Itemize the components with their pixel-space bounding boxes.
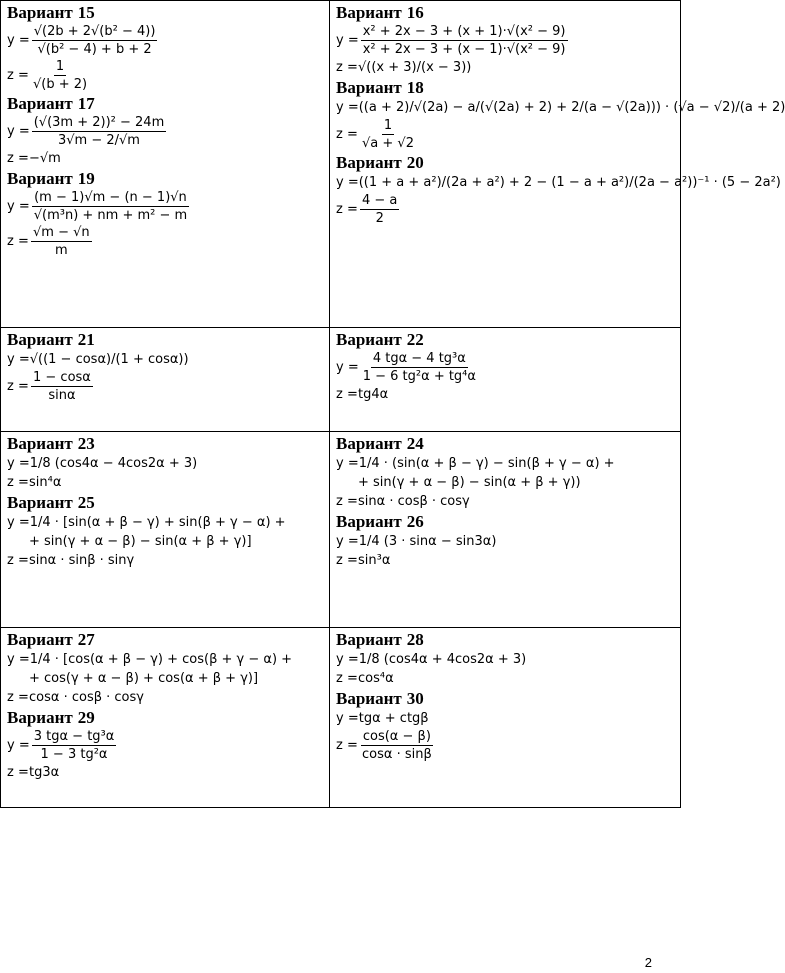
variant-number: 16 xyxy=(406,3,424,22)
variant-label: Вариант xyxy=(336,630,402,649)
denominator: √(m³n) + nm + m² − m xyxy=(33,208,188,223)
variant-label: Вариант xyxy=(7,493,73,512)
variant-number: 20 xyxy=(406,153,424,172)
formula-line xyxy=(336,710,680,727)
denominator: 1 − 3 tg²α xyxy=(40,747,108,762)
formula-line xyxy=(7,764,329,781)
variant-block xyxy=(7,3,329,92)
formula-text: 1/8 (cos4α + 4cos2α + 3) xyxy=(358,652,527,667)
formula-text: cosα · cosβ · cosγ xyxy=(29,690,144,705)
numerator: √m − √n xyxy=(33,225,90,240)
variant-label: Вариант xyxy=(7,3,73,22)
fraction xyxy=(360,193,399,226)
fraction xyxy=(360,118,416,151)
formula-lhs: z = xyxy=(7,379,29,394)
fraction xyxy=(361,24,568,57)
numerator: x² + 2x − 3 + (x + 1)·√(x² − 9) xyxy=(362,24,566,39)
denominator: √(b² − 4) + b + 2 xyxy=(37,42,152,57)
formula-line xyxy=(7,552,329,569)
table-row xyxy=(1,328,681,432)
formula-lhs: y = xyxy=(7,352,30,367)
variant-number: 26 xyxy=(406,512,424,531)
variant-number: 24 xyxy=(406,434,424,453)
variant-title xyxy=(336,689,680,708)
variant-title xyxy=(7,94,329,113)
variant-number: 21 xyxy=(77,330,95,349)
variant-label: Вариант xyxy=(336,330,402,349)
formula-line xyxy=(336,533,680,550)
variant-title xyxy=(7,330,329,349)
fraction xyxy=(31,59,89,92)
left-cell xyxy=(1,1,330,328)
formula-text: ((1 + a + a²)/(2a + a²) + 2 − (1 − a + a²)/(2a − a²))⁻¹ · (5 − 2a²) xyxy=(358,175,781,190)
variant-number: 27 xyxy=(77,630,95,649)
formula-text: ((a + 2)/√(2a) − a/(√(2a) + 2) + 2/(a − √(2a))) · (√a − √2)/(a + 2) xyxy=(358,100,785,115)
left-cell xyxy=(1,432,330,628)
numerator: 4 − a xyxy=(362,193,398,208)
formula-line xyxy=(336,386,680,403)
variant-title xyxy=(336,330,680,349)
formula-line xyxy=(7,225,329,258)
table-row xyxy=(1,628,681,808)
variant-title xyxy=(7,493,329,512)
formula-line xyxy=(7,59,329,92)
formula-line xyxy=(7,455,329,472)
variant-label: Вариант xyxy=(7,330,73,349)
formula-lhs: y = xyxy=(7,456,30,471)
formula-line xyxy=(336,99,785,116)
denominator: 2 xyxy=(375,211,384,226)
denominator: cosα · sinβ xyxy=(362,747,432,762)
formula-line xyxy=(336,24,680,57)
formula-line xyxy=(336,474,680,491)
formula-lhs: z = xyxy=(7,690,29,705)
variant-number: 28 xyxy=(406,630,424,649)
variants-table-body xyxy=(1,1,785,808)
table-row xyxy=(1,1,681,328)
variant-block xyxy=(7,330,329,403)
variant-label: Вариант xyxy=(336,3,402,22)
formula-lhs: y = xyxy=(336,100,359,115)
formula-text: + sin(γ + α − β) − sin(α + β + γ)] xyxy=(29,534,252,549)
formula-lhs: y = xyxy=(7,124,30,139)
formula-line xyxy=(7,670,329,687)
formula-lhs: y = xyxy=(7,515,30,530)
formula-text: √((1 − cosα)/(1 + cosα)) xyxy=(29,352,189,367)
formula-text: 1/4 (3 · sinα − sin3α) xyxy=(358,534,497,549)
numerator: √(2b + 2√(b² − 4)) xyxy=(33,24,156,39)
variant-title xyxy=(336,153,680,172)
formula-lhs: z = xyxy=(336,553,358,568)
formula-line xyxy=(336,670,680,687)
formula-lhs: y = xyxy=(336,534,359,549)
fraction xyxy=(360,729,434,762)
variant-number: 29 xyxy=(77,708,95,727)
formula-line xyxy=(7,689,329,706)
right-cell xyxy=(330,1,785,328)
formula-lhs: y = xyxy=(336,456,359,471)
variant-title xyxy=(336,434,680,453)
fraction xyxy=(32,115,167,148)
variant-block xyxy=(7,169,329,258)
variant-title xyxy=(336,512,680,531)
denominator: 3√m − 2/√m xyxy=(57,133,140,148)
variant-number: 22 xyxy=(406,330,424,349)
formula-line xyxy=(336,118,680,151)
denominator: x² + 2x − 3 + (x − 1)·√(x² − 9) xyxy=(362,42,566,57)
formula-text: cos⁴α xyxy=(358,671,394,686)
variant-number: 18 xyxy=(406,78,424,97)
denominator: √a + √2 xyxy=(362,136,414,151)
formula-lhs: y = xyxy=(336,711,359,726)
formula-text: tg4α xyxy=(358,387,389,402)
formula-lhs: z = xyxy=(7,234,29,249)
formula-text: sinα · sinβ · sinγ xyxy=(29,553,135,568)
variant-block xyxy=(336,630,680,687)
formula-line xyxy=(7,150,329,167)
variant-title xyxy=(7,3,329,22)
right-cell xyxy=(330,328,681,432)
variant-number: 17 xyxy=(77,94,95,113)
left-cell xyxy=(1,328,330,432)
variant-block xyxy=(7,493,329,569)
formula-text: 1/4 · (sin(α + β − γ) − sin(β + γ − α) + xyxy=(358,456,615,471)
formula-lhs: z = xyxy=(336,387,358,402)
formula-line xyxy=(336,193,680,226)
variant-number: 15 xyxy=(77,3,95,22)
variant-block xyxy=(336,78,785,151)
formula-line xyxy=(7,729,329,762)
variant-block xyxy=(336,434,680,510)
formula-line xyxy=(336,729,680,762)
formula-line xyxy=(7,514,329,531)
fraction xyxy=(32,729,117,762)
variant-block xyxy=(7,630,329,706)
formula-line xyxy=(336,651,680,668)
formula-text: √((x + 3)/(x − 3)) xyxy=(358,60,472,75)
formula-text: 1/8 (cos4α − 4cos2α + 3) xyxy=(29,456,198,471)
numerator: (√(3m + 2))² − 24m xyxy=(33,115,165,130)
variant-title xyxy=(336,3,680,22)
variant-number: 30 xyxy=(406,689,424,708)
variant-title xyxy=(7,434,329,453)
formula-line xyxy=(336,59,680,76)
variant-number: 23 xyxy=(77,434,95,453)
variant-block xyxy=(336,689,680,762)
right-cell xyxy=(330,628,681,808)
formula-text: + sin(γ + α − β) − sin(α + β + γ)) xyxy=(358,475,581,490)
formula-text: sin⁴α xyxy=(29,475,62,490)
formula-line xyxy=(7,533,329,550)
formula-text: 1/4 · [sin(α + β − γ) + sin(β + γ − α) + xyxy=(29,515,286,530)
variant-label: Вариант xyxy=(7,708,73,727)
variant-label: Вариант xyxy=(336,153,402,172)
variant-label: Вариант xyxy=(336,434,402,453)
formula-line xyxy=(7,370,329,403)
denominator: √(b + 2) xyxy=(33,77,88,92)
formula-lhs: z = xyxy=(336,127,358,142)
variant-number: 19 xyxy=(77,169,95,188)
formula-text: −√m xyxy=(29,151,61,166)
variant-block xyxy=(7,94,329,167)
formula-line xyxy=(7,651,329,668)
variant-title xyxy=(7,630,329,649)
numerator: 1 − cosα xyxy=(33,370,91,385)
variant-number: 25 xyxy=(77,493,95,512)
formula-line xyxy=(336,351,680,384)
variant-title xyxy=(7,169,329,188)
formula-lhs: z = xyxy=(7,765,29,780)
variant-block xyxy=(336,3,680,76)
fraction xyxy=(32,190,189,223)
numerator: 1 xyxy=(383,118,393,133)
formula-text: sin³α xyxy=(358,553,391,568)
variant-label: Вариант xyxy=(7,630,73,649)
variant-label: Вариант xyxy=(7,169,73,188)
variant-block xyxy=(336,512,680,569)
formula-lhs: z = xyxy=(336,671,358,686)
fraction xyxy=(31,370,93,403)
formula-line xyxy=(7,351,329,368)
formula-line xyxy=(336,174,781,191)
formula-lhs: y = xyxy=(336,360,359,375)
formula-line xyxy=(7,115,329,148)
variant-label: Вариант xyxy=(336,689,402,708)
left-cell xyxy=(1,628,330,808)
formula-text: tgα + ctgβ xyxy=(358,711,429,726)
formula-lhs: y = xyxy=(7,199,30,214)
denominator: m xyxy=(54,243,68,258)
formula-lhs: z = xyxy=(7,151,29,166)
formula-lhs: y = xyxy=(336,33,359,48)
denominator: sinα xyxy=(48,388,76,403)
variant-block xyxy=(336,153,781,226)
formula-lhs: z = xyxy=(7,475,29,490)
variant-label: Вариант xyxy=(7,94,73,113)
formula-lhs: y = xyxy=(7,33,30,48)
numerator: (m − 1)√m − (n − 1)√n xyxy=(34,190,187,205)
variant-block xyxy=(7,708,329,781)
right-cell xyxy=(330,432,681,628)
variant-label: Вариант xyxy=(336,512,402,531)
formula-lhs: z = xyxy=(336,202,358,217)
numerator: 4 tgα − 4 tg³α xyxy=(372,351,466,366)
formula-line xyxy=(336,493,680,510)
formula-lhs: z = xyxy=(7,553,29,568)
variant-block xyxy=(7,434,329,491)
page-number: 2 xyxy=(644,955,652,970)
numerator: 1 xyxy=(55,59,65,74)
formula-lhs: z = xyxy=(336,738,358,753)
formula-line xyxy=(7,24,329,57)
formula-lhs: y = xyxy=(7,738,30,753)
formula-line xyxy=(7,474,329,491)
fraction xyxy=(31,225,92,258)
formula-lhs: z = xyxy=(336,60,358,75)
variant-title xyxy=(7,708,329,727)
table-row xyxy=(1,432,681,628)
formula-lhs: z = xyxy=(7,68,29,83)
variant-title xyxy=(336,78,680,97)
variant-label: Вариант xyxy=(336,78,402,97)
formula-line xyxy=(7,190,329,223)
fraction xyxy=(361,351,478,384)
numerator: 3 tgα − tg³α xyxy=(33,729,115,744)
formula-line xyxy=(336,455,680,472)
formula-text: tg3α xyxy=(29,765,60,780)
fraction xyxy=(32,24,158,57)
formula-lhs: z = xyxy=(336,494,358,509)
formula-line xyxy=(336,552,680,569)
formula-text: + cos(γ + α − β) + cos(α + β + γ)] xyxy=(29,671,259,686)
variant-block xyxy=(336,330,680,403)
variant-label: Вариант xyxy=(7,434,73,453)
formula-text: 1/4 · [cos(α + β − γ) + cos(β + γ − α) + xyxy=(29,652,293,667)
formula-lhs: y = xyxy=(7,652,30,667)
formula-text: sinα · cosβ · cosγ xyxy=(358,494,470,509)
denominator: 1 − 6 tg²α + tg⁴α xyxy=(362,369,476,384)
formula-lhs: y = xyxy=(336,175,359,190)
numerator: cos(α − β) xyxy=(362,729,431,744)
variant-title xyxy=(336,630,680,649)
formula-lhs: y = xyxy=(336,652,359,667)
